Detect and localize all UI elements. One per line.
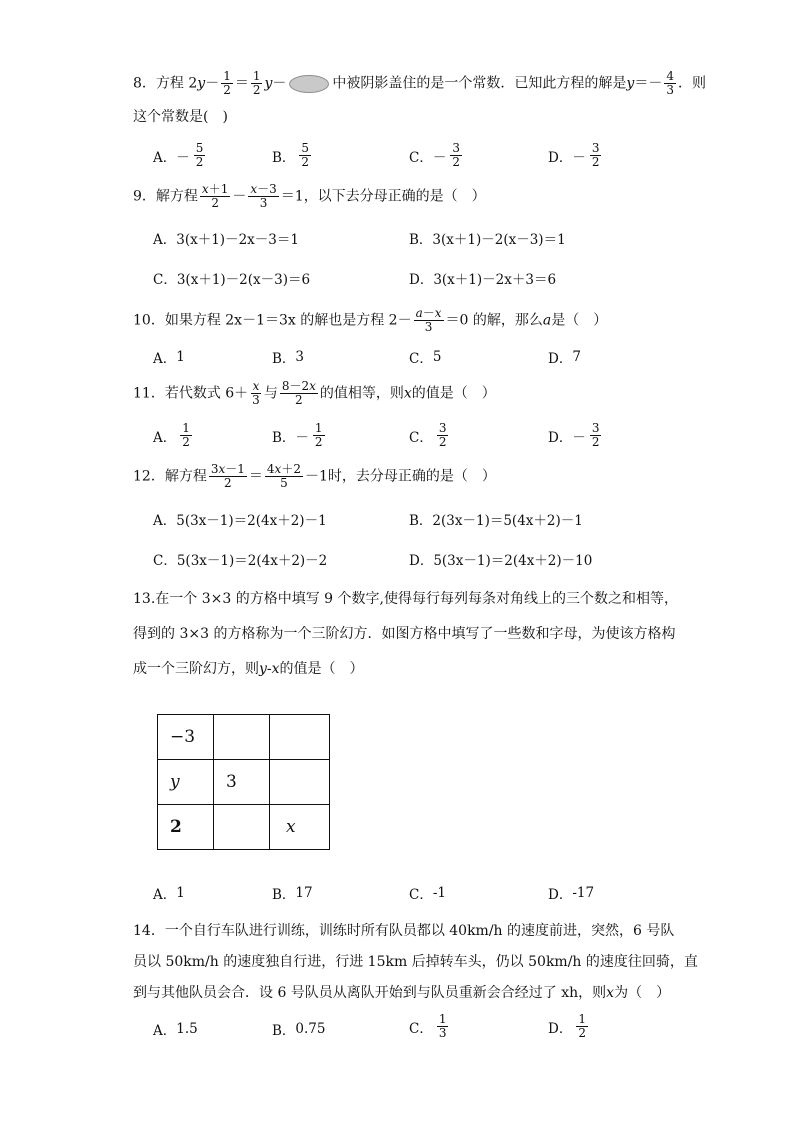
grid-cell [214, 715, 270, 760]
q14-option-c[interactable]: C． $\frac{1}{3}$ [409, 1012, 447, 1040]
question-10: 10．如果方程 2x－1＝3x 的解也是方程 2－ $\frac{a-x}{3}$ ＝0 的解，那么a是（ ） [133, 306, 608, 334]
q8-option-b[interactable]: B． $\frac{5}{2}$ [272, 141, 310, 169]
grid-row [158, 760, 330, 805]
q11-option-c[interactable]: C． $\frac{3}{2}$ [409, 421, 447, 449]
magic-square-grid [157, 714, 330, 850]
q8-option-a[interactable]: A． － $\frac{5}{2}$ [153, 141, 204, 169]
q9-option-d[interactable]: D． 3(x＋1)－2x＋3＝6 [409, 272, 557, 288]
grid-cell: −3 [158, 715, 214, 760]
q13-option-a[interactable]: A． 1 [153, 885, 185, 903]
q10-option-c[interactable]: C． 5 [409, 349, 442, 367]
question-11: 11．若代数式 6＋ $\frac{x}{3}$ 与 $\frac{8-2x}{2}$ 的值相等，则x的值是（ ） [133, 379, 496, 407]
grid-cell [214, 805, 270, 850]
question-14-line2: 员以 50km/h 的速度独自行进，行进 15km 后掉转车头，仍以 50km/h 的速度往回骑，直 [133, 954, 698, 970]
q13-option-c[interactable]: C． -1 [409, 885, 446, 903]
grid-cell: 2 [158, 805, 214, 850]
grid-cell [270, 760, 330, 805]
q8-option-c[interactable]: C． － $\frac{3}{2}$ [409, 141, 460, 169]
question-8: 8．方程 2y－ $\frac{1}{2}$ ＝ $\frac{1}{2}$ y－ 中被阴影盖住的是一个常数．已知此方程的解是y＝－ $\frac{4}{3}$ ．则 [133, 69, 706, 97]
grid-cell: y [158, 760, 214, 805]
q11-option-a[interactable]: A． $\frac{1}{2}$ [153, 421, 190, 449]
question-13-line1: 13.在一个 3×3 的方格中填写 9 个数字,使得每行每列每条对角线上的三个数之和相等， [133, 591, 678, 607]
q11-option-b[interactable]: B． － $\frac{1}{2}$ [272, 421, 323, 449]
q11-option-d[interactable]: D． － $\frac{3}{2}$ [548, 421, 600, 449]
q10-option-b[interactable]: B． 3 [272, 349, 305, 367]
shaded-constant [289, 75, 329, 93]
q12-option-d[interactable]: D． 5(3x－1)＝2(4x＋2)－10 [409, 553, 593, 569]
grid-row [158, 715, 330, 760]
q9-option-b[interactable]: B． 3(x＋1)－2(x－3)＝1 [409, 232, 566, 248]
question-14-line1: 14．一个自行车队进行训练，训练时所有队员都以 40km/h 的速度前进，突然，6 号队 [133, 923, 675, 939]
question-8-line2: 这个常数是( ) [133, 109, 228, 125]
grid-row [158, 805, 330, 850]
q14-option-a[interactable]: A． 1.5 [153, 1021, 198, 1039]
q13-option-d[interactable]: D． -17 [548, 885, 595, 903]
q14-option-d[interactable]: D． $\frac{1}{2}$ [548, 1012, 586, 1040]
q8-option-d[interactable]: D． － $\frac{3}{2}$ [548, 141, 600, 169]
q14-option-b[interactable]: B． 0.75 [272, 1021, 326, 1039]
question-9: 9．解方程 $\frac{x+1}{2}$ － $\frac{x-3}{3}$ ＝1，以下去分母正确的是（ ） [133, 182, 486, 210]
q12-option-b[interactable]: B． 2(3x－1)＝5(4x＋2)－1 [409, 513, 583, 529]
q12-option-c[interactable]: C． 5(3x－1)＝2(4x＋2)－2 [153, 553, 328, 569]
grid-cell [270, 715, 330, 760]
question-12: 12．解方程 $\frac{3x-1}{2}$ ＝ $\frac{4x+2}{5}$ －1时，去分母正确的是（ ） [133, 462, 496, 490]
q12-option-a[interactable]: A． 5(3x－1)＝2(4x＋2)－1 [153, 513, 327, 529]
q10-option-a[interactable]: A． 1 [153, 349, 185, 367]
question-13-line2: 得到的 3×3 的方格称为一个三阶幻方．如图方格中填写了一些数和字母，为使该方格构 [133, 626, 676, 642]
q9-option-a[interactable]: A． 3(x＋1)－2x－3＝1 [153, 232, 299, 248]
q9-option-c[interactable]: C． 3(x＋1)－2(x－3)＝6 [153, 272, 311, 288]
grid-cell: x [270, 805, 330, 850]
q10-option-d[interactable]: D． 7 [548, 349, 581, 367]
q13-option-b[interactable]: B． 17 [272, 885, 313, 903]
question-13-line3: 成一个三阶幻方，则y-x的值是（ ） [133, 661, 364, 677]
grid-cell: 3 [214, 760, 270, 805]
question-14-line3: 到与其他队员会合．设 6 号队员从离队开始到与队员重新会合经过了 xh，则x为（ ） [133, 985, 671, 1001]
